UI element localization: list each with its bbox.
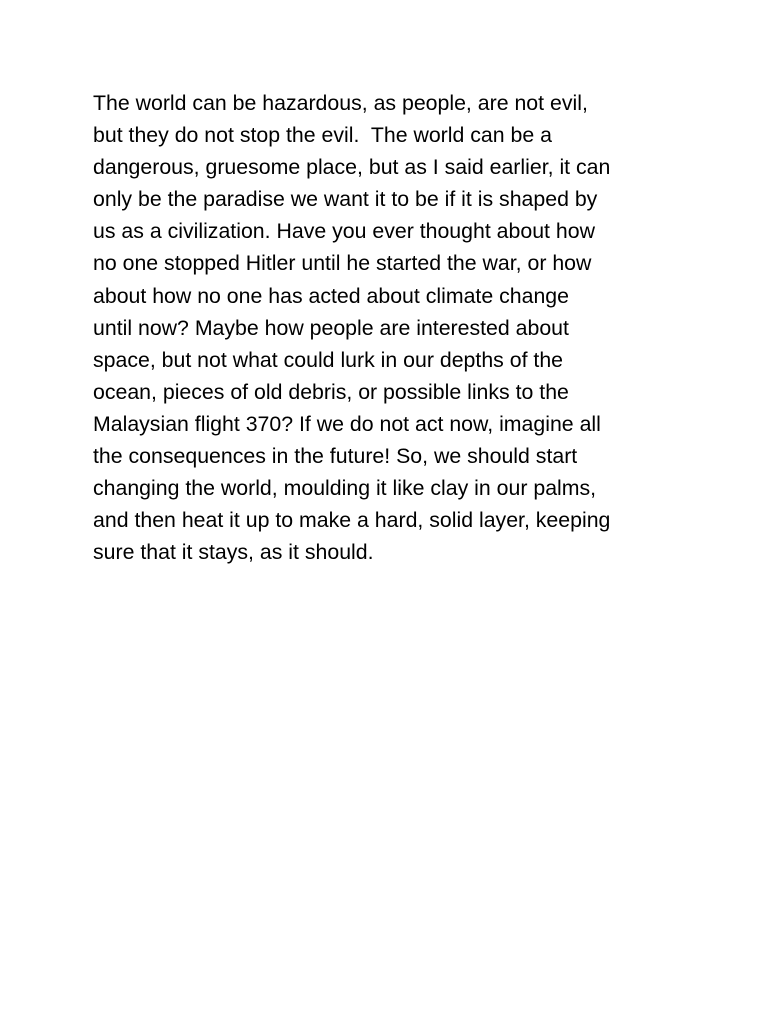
paragraph-line: us as a civilization. Have you ever thought about how xyxy=(93,219,595,244)
paragraph-line: but they do not stop the evil. The world can be a xyxy=(93,123,552,148)
paragraph-line: only be the paradise we want it to be if it is shaped by xyxy=(93,187,598,212)
paragraph-line: The world can be hazardous, as people, are not evil, xyxy=(93,91,588,115)
paragraph-line: and then heat it up to make a hard, solid layer, keeping xyxy=(93,508,611,533)
paragraph-line: no one stopped Hitler until he started the war, or how xyxy=(93,251,592,276)
body-paragraph xyxy=(93,87,683,568)
paragraph-line: Malaysian flight 370? If we do not act now, imagine all xyxy=(93,411,601,436)
paragraph-line: sure that it stays, as it should. xyxy=(93,540,374,565)
paragraph-line: changing the world, moulding it like clay in our palms, xyxy=(93,476,597,501)
paragraph-line: the consequences in the future! So, we should start xyxy=(93,444,578,469)
paragraph-line: ocean, pieces of old debris, or possible links to the xyxy=(93,379,569,404)
paragraph-line: space, but not what could lurk in our depths of the xyxy=(93,347,564,372)
paragraph-line: dangerous, gruesome place, but as I said earlier, it can xyxy=(93,155,611,180)
paragraph-line: until now? Maybe how people are interested about xyxy=(93,315,569,340)
paragraph-line: about how no one has acted about climate change xyxy=(93,283,569,308)
